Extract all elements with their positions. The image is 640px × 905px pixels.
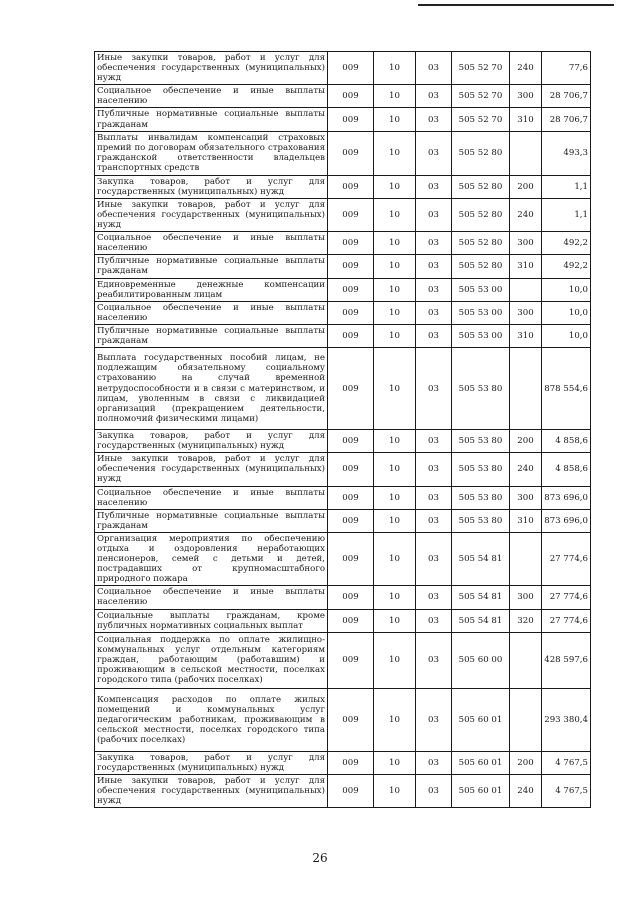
- expense-type-cell: [510, 278, 542, 301]
- row-name-cell: Иные закупки товаров, работ и услуг для обеспечения государственных (муниципальных) нужд: [95, 52, 328, 85]
- ministry-code-cell: 009: [328, 85, 374, 108]
- subsection-code-cell: 03: [416, 532, 452, 585]
- target-article-cell: 505 60 01: [452, 774, 510, 807]
- ministry-code-cell: 009: [328, 774, 374, 807]
- expense-type-cell: 300: [510, 85, 542, 108]
- row-name-cell: Публичные нормативные социальные выплаты гражданам: [95, 509, 328, 532]
- expense-type-cell: 240: [510, 198, 542, 231]
- target-article-cell: 505 53 00: [452, 278, 510, 301]
- subsection-code-cell: 03: [416, 278, 452, 301]
- target-article-cell: 505 53 80: [452, 430, 510, 453]
- amount-cell: 4 767,5: [542, 751, 591, 774]
- subsection-code-cell: 03: [416, 85, 452, 108]
- table-row: [95, 751, 591, 774]
- section-code-cell: 10: [374, 632, 416, 688]
- row-name-cell: Закупка товаров, работ и услуг для государственных (муниципальных) нужд: [95, 175, 328, 198]
- row-name-cell: Публичные нормативные социальные выплаты гражданам: [95, 255, 328, 278]
- row-name-cell: Социальные выплаты гражданам, кроме публичных нормативных социальных выплат: [95, 609, 328, 632]
- section-code-cell: 10: [374, 509, 416, 532]
- table-row: [95, 52, 591, 85]
- section-code-cell: 10: [374, 532, 416, 585]
- table-row: [95, 509, 591, 532]
- expense-type-cell: 300: [510, 586, 542, 609]
- table-row: [95, 609, 591, 632]
- section-code-cell: 10: [374, 255, 416, 278]
- subsection-code-cell: 03: [416, 751, 452, 774]
- table-row: [95, 278, 591, 301]
- section-code-cell: 10: [374, 301, 416, 324]
- row-name-cell: Иные закупки товаров, работ и услуг для обеспечения государственных (муниципальных) нужд: [95, 453, 328, 486]
- table-row: [95, 688, 591, 751]
- subsection-code-cell: 03: [416, 198, 452, 231]
- table-row: [95, 255, 591, 278]
- expense-type-cell: 240: [510, 52, 542, 85]
- target-article-cell: 505 54 81: [452, 532, 510, 585]
- target-article-cell: 505 53 80: [452, 453, 510, 486]
- amount-cell: 4 858,6: [542, 453, 591, 486]
- subsection-code-cell: 03: [416, 175, 452, 198]
- section-code-cell: 10: [374, 108, 416, 131]
- expense-type-cell: [510, 532, 542, 585]
- amount-cell: 493,3: [542, 131, 591, 175]
- ministry-code-cell: 009: [328, 751, 374, 774]
- section-code-cell: 10: [374, 586, 416, 609]
- ministry-code-cell: 009: [328, 486, 374, 509]
- section-code-cell: 10: [374, 609, 416, 632]
- amount-cell: 4 858,6: [542, 430, 591, 453]
- ministry-code-cell: 009: [328, 609, 374, 632]
- section-code-cell: 10: [374, 85, 416, 108]
- subsection-code-cell: 03: [416, 255, 452, 278]
- row-name-cell: Организация мероприятия по обеспечению отдыха и оздоровления неработающих пенсионеров, семей с детьми и детей, пострадавших от крупномасштабного природного пожара: [95, 532, 328, 585]
- target-article-cell: 505 52 80: [452, 232, 510, 255]
- table-row: [95, 131, 591, 175]
- table-row: [95, 348, 591, 430]
- expense-type-cell: 200: [510, 175, 542, 198]
- table-row: [95, 232, 591, 255]
- subsection-code-cell: 03: [416, 108, 452, 131]
- amount-cell: 293 380,4: [542, 688, 591, 751]
- subsection-code-cell: 03: [416, 348, 452, 430]
- table-row: [95, 324, 591, 347]
- ministry-code-cell: 009: [328, 430, 374, 453]
- amount-cell: 492,2: [542, 232, 591, 255]
- section-code-cell: 10: [374, 175, 416, 198]
- expense-type-cell: 310: [510, 108, 542, 131]
- expense-type-cell: 320: [510, 609, 542, 632]
- amount-cell: 27 774,6: [542, 532, 591, 585]
- row-name-cell: Социальное обеспечение и иные выплаты населению: [95, 486, 328, 509]
- ministry-code-cell: 009: [328, 324, 374, 347]
- section-code-cell: 10: [374, 751, 416, 774]
- subsection-code-cell: 03: [416, 430, 452, 453]
- subsection-code-cell: 03: [416, 632, 452, 688]
- amount-cell: 28 706,7: [542, 108, 591, 131]
- table-row: [95, 198, 591, 231]
- row-name-cell: Выплата государственных пособий лицам, не подлежащим обязательному социальному страхованию на случай временной нетрудоспособности и в связи с материнством, и лицам, уволенным в связи с ликвидацией организаций (прекращением деятельности, полномочий физическими лицами): [95, 348, 328, 430]
- table-row: [95, 85, 591, 108]
- section-code-cell: 10: [374, 453, 416, 486]
- ministry-code-cell: 009: [328, 586, 374, 609]
- target-article-cell: 505 53 80: [452, 486, 510, 509]
- row-name-cell: Выплаты инвалидам компенсаций страховых премий по договорам обязательного страхования гражданской ответственности владельцев транспортных средств: [95, 131, 328, 175]
- row-name-cell: Иные закупки товаров, работ и услуг для обеспечения государственных (муниципальных) нужд: [95, 198, 328, 231]
- expense-type-cell: 310: [510, 255, 542, 278]
- target-article-cell: 505 54 81: [452, 609, 510, 632]
- amount-cell: 10,0: [542, 324, 591, 347]
- amount-cell: 4 767,5: [542, 774, 591, 807]
- table-row: [95, 430, 591, 453]
- subsection-code-cell: 03: [416, 486, 452, 509]
- amount-cell: 27 774,6: [542, 609, 591, 632]
- section-code-cell: 10: [374, 774, 416, 807]
- expense-type-cell: 240: [510, 774, 542, 807]
- table-row: [95, 774, 591, 807]
- header-rule: [418, 4, 614, 6]
- ministry-code-cell: 009: [328, 278, 374, 301]
- subsection-code-cell: 03: [416, 688, 452, 751]
- row-name-cell: Социальное обеспечение и иные выплаты населению: [95, 85, 328, 108]
- amount-cell: 1,1: [542, 198, 591, 231]
- subsection-code-cell: 03: [416, 131, 452, 175]
- amount-cell: 77,6: [542, 52, 591, 85]
- table-row: [95, 632, 591, 688]
- expense-type-cell: 200: [510, 430, 542, 453]
- amount-cell: 27 774,6: [542, 586, 591, 609]
- row-name-cell: Компенсация расходов по оплате жилых помещений и коммунальных услуг педагогическим работникам, проживающим в сельской местности, поселках городского типа (рабочих поселках): [95, 688, 328, 751]
- expense-type-cell: 300: [510, 301, 542, 324]
- subsection-code-cell: 03: [416, 609, 452, 632]
- row-name-cell: Социальное обеспечение и иные выплаты населению: [95, 586, 328, 609]
- row-name-cell: Публичные нормативные социальные выплаты гражданам: [95, 324, 328, 347]
- row-name-cell: Социальная поддержка по оплате жилищно-коммунальных услуг отдельным категориям граждан, работающим (работавшим) и проживающим в сельской местности, поселках городского типа (рабочих поселках): [95, 632, 328, 688]
- section-code-cell: 10: [374, 232, 416, 255]
- budget-table-body: [95, 52, 591, 808]
- expense-type-cell: [510, 688, 542, 751]
- amount-cell: 10,0: [542, 278, 591, 301]
- ministry-code-cell: 009: [328, 255, 374, 278]
- row-name-cell: Закупка товаров, работ и услуг для государственных (муниципальных) нужд: [95, 751, 328, 774]
- table-row: [95, 453, 591, 486]
- row-name-cell: Закупка товаров, работ и услуг для государственных (муниципальных) нужд: [95, 430, 328, 453]
- row-name-cell: Иные закупки товаров, работ и услуг для обеспечения государственных (муниципальных) нужд: [95, 774, 328, 807]
- section-code-cell: 10: [374, 198, 416, 231]
- target-article-cell: 505 60 00: [452, 632, 510, 688]
- ministry-code-cell: 009: [328, 453, 374, 486]
- table-row: [95, 175, 591, 198]
- expense-type-cell: [510, 348, 542, 430]
- ministry-code-cell: 009: [328, 348, 374, 430]
- amount-cell: 878 554,6: [542, 348, 591, 430]
- row-name-cell: Социальное обеспечение и иные выплаты населению: [95, 301, 328, 324]
- table-row: [95, 301, 591, 324]
- ministry-code-cell: 009: [328, 108, 374, 131]
- subsection-code-cell: 03: [416, 509, 452, 532]
- expense-type-cell: 310: [510, 324, 542, 347]
- amount-cell: 428 597,6: [542, 632, 591, 688]
- row-name-cell: Социальное обеспечение и иные выплаты населению: [95, 232, 328, 255]
- table-row: [95, 586, 591, 609]
- ministry-code-cell: 009: [328, 509, 374, 532]
- expense-type-cell: 310: [510, 509, 542, 532]
- budget-table: [94, 51, 591, 808]
- target-article-cell: 505 52 80: [452, 198, 510, 231]
- target-article-cell: 505 53 00: [452, 301, 510, 324]
- target-article-cell: 505 54 81: [452, 586, 510, 609]
- expense-type-cell: 240: [510, 453, 542, 486]
- amount-cell: 873 696,0: [542, 509, 591, 532]
- subsection-code-cell: 03: [416, 232, 452, 255]
- target-article-cell: 505 52 80: [452, 255, 510, 278]
- section-code-cell: 10: [374, 324, 416, 347]
- subsection-code-cell: 03: [416, 52, 452, 85]
- target-article-cell: 505 52 80: [452, 131, 510, 175]
- expense-type-cell: 300: [510, 486, 542, 509]
- target-article-cell: 505 53 00: [452, 324, 510, 347]
- expense-type-cell: [510, 632, 542, 688]
- ministry-code-cell: 009: [328, 175, 374, 198]
- amount-cell: 873 696,0: [542, 486, 591, 509]
- section-code-cell: 10: [374, 131, 416, 175]
- section-code-cell: 10: [374, 486, 416, 509]
- target-article-cell: 505 60 01: [452, 751, 510, 774]
- subsection-code-cell: 03: [416, 586, 452, 609]
- amount-cell: 1,1: [542, 175, 591, 198]
- ministry-code-cell: 009: [328, 232, 374, 255]
- ministry-code-cell: 009: [328, 131, 374, 175]
- target-article-cell: 505 52 80: [452, 175, 510, 198]
- section-code-cell: 10: [374, 278, 416, 301]
- ministry-code-cell: 009: [328, 301, 374, 324]
- target-article-cell: 505 60 01: [452, 688, 510, 751]
- ministry-code-cell: 009: [328, 198, 374, 231]
- section-code-cell: 10: [374, 52, 416, 85]
- row-name-cell: Единовременные денежные компенсации реабилитированным лицам: [95, 278, 328, 301]
- target-article-cell: 505 52 70: [452, 85, 510, 108]
- ministry-code-cell: 009: [328, 52, 374, 85]
- expense-type-cell: 200: [510, 751, 542, 774]
- table-row: [95, 532, 591, 585]
- amount-cell: 492,2: [542, 255, 591, 278]
- target-article-cell: 505 53 80: [452, 509, 510, 532]
- table-row: [95, 108, 591, 131]
- subsection-code-cell: 03: [416, 453, 452, 486]
- amount-cell: 10,0: [542, 301, 591, 324]
- table-row: [95, 486, 591, 509]
- row-name-cell: Публичные нормативные социальные выплаты гражданам: [95, 108, 328, 131]
- section-code-cell: 10: [374, 430, 416, 453]
- section-code-cell: 10: [374, 688, 416, 751]
- section-code-cell: 10: [374, 348, 416, 430]
- target-article-cell: 505 53 80: [452, 348, 510, 430]
- expense-type-cell: 300: [510, 232, 542, 255]
- ministry-code-cell: 009: [328, 632, 374, 688]
- target-article-cell: 505 52 70: [452, 52, 510, 85]
- subsection-code-cell: 03: [416, 301, 452, 324]
- target-article-cell: 505 52 70: [452, 108, 510, 131]
- subsection-code-cell: 03: [416, 324, 452, 347]
- expense-type-cell: [510, 131, 542, 175]
- subsection-code-cell: 03: [416, 774, 452, 807]
- ministry-code-cell: 009: [328, 688, 374, 751]
- ministry-code-cell: 009: [328, 532, 374, 585]
- amount-cell: 28 706,7: [542, 85, 591, 108]
- page-number: 26: [312, 851, 328, 865]
